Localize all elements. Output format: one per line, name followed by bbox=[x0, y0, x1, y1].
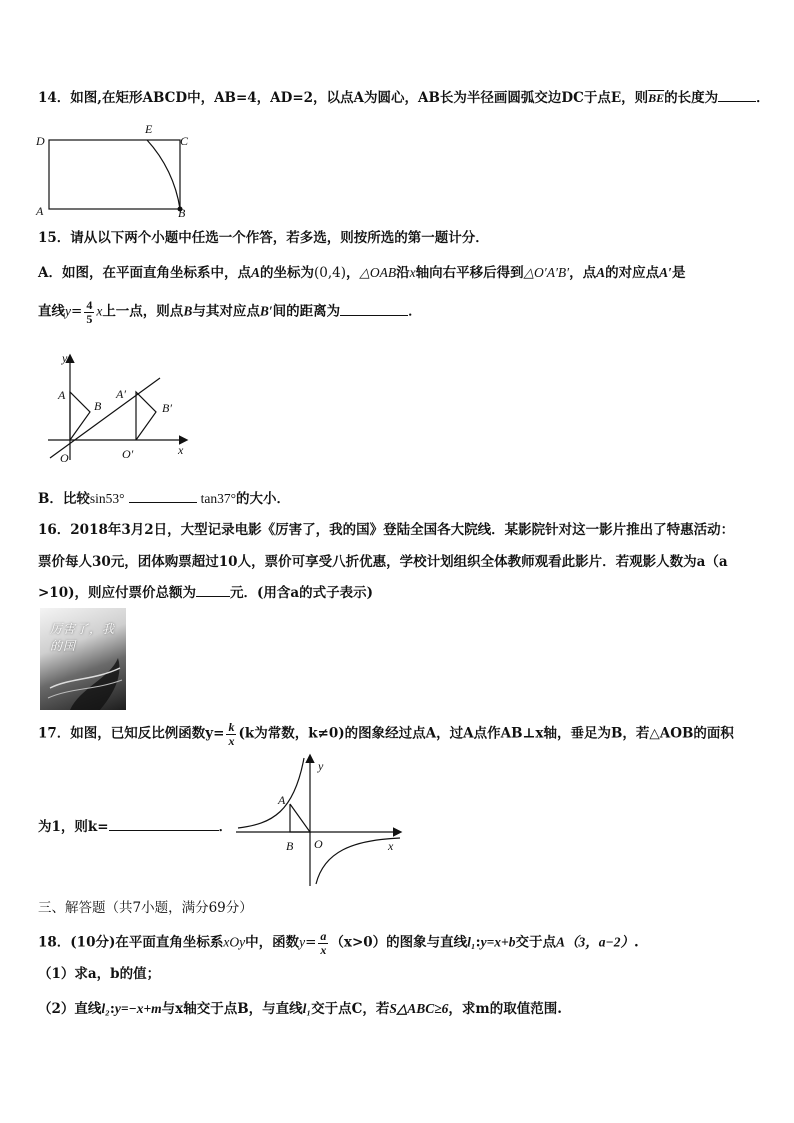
q14-stem bbox=[38, 89, 770, 106]
q15a-point-a2: A bbox=[596, 265, 606, 280]
q15b-sin: sin53° bbox=[89, 491, 125, 506]
q18-eq: = bbox=[305, 934, 317, 951]
q17-den: x bbox=[228, 733, 235, 748]
q17-t2: (k为常数，k≠0)的图象经过点A，过A点作AB⊥x轴，垂足为B，若△AOB的面积 bbox=[238, 725, 734, 742]
q14-end: ． bbox=[756, 90, 770, 106]
q17-figure bbox=[232, 752, 404, 894]
q15a-point-a: A bbox=[250, 265, 260, 280]
q15-intro: 15．请从以下两个小题中任选一个作答，若多选，则按所选的第一题计分． bbox=[38, 230, 489, 246]
q15a-x2: x bbox=[96, 303, 103, 319]
q15a-t4: 沿 bbox=[396, 265, 410, 281]
q17-t1: 17．如图，已知反比例函数y= bbox=[38, 725, 225, 742]
q15a-fig-a2: A′ bbox=[116, 387, 126, 401]
q18-line-eq: y=x+b bbox=[480, 934, 516, 950]
q15a-t9: 直线 bbox=[38, 303, 65, 320]
q18-t10: 交于点C，若 bbox=[311, 1001, 390, 1017]
q18-t8: : bbox=[109, 1001, 115, 1017]
q15a-t3: ， bbox=[346, 265, 360, 281]
q18-t11: ，求m的取值范围. bbox=[448, 1001, 562, 1017]
q15b-line bbox=[38, 490, 290, 507]
q15a-y: y bbox=[65, 303, 71, 319]
q14-tail: 的长度为 bbox=[664, 90, 719, 106]
q15a-t1: A．如图，在平面直角坐标系中，点 bbox=[38, 265, 251, 281]
q17-answer-blank[interactable] bbox=[109, 818, 219, 831]
q16-line3 bbox=[38, 584, 373, 601]
q15a-den: 5 bbox=[86, 311, 93, 326]
q15a-line2 bbox=[38, 299, 422, 325]
q16-line2: 票价每人30元，团体购票超过10人，票价可享受八折优惠，学校计划组织全体教师观看此影片．若观影人数为a（a bbox=[38, 554, 728, 570]
q18-den: x bbox=[320, 942, 327, 957]
q17-fig-x: x bbox=[388, 839, 394, 853]
q16-answer-blank[interactable] bbox=[196, 584, 230, 597]
q18-t4: : bbox=[475, 934, 481, 951]
q17-fig-a: A bbox=[278, 793, 286, 807]
q18-xoy: xOy bbox=[223, 934, 246, 950]
q17-fraction bbox=[226, 721, 236, 747]
q18-point: A（3，a−2） bbox=[556, 934, 634, 950]
q14-label-d: D bbox=[36, 134, 45, 148]
q17-line1 bbox=[38, 721, 734, 747]
q18-t2: 中，函数 bbox=[245, 934, 300, 951]
q15a-fig-o2: O′ bbox=[122, 447, 134, 461]
q17-fig-o: O bbox=[314, 837, 323, 851]
q18-t3: （x>0）的图象与直线 bbox=[330, 934, 468, 951]
q15a-fig-a: A bbox=[58, 388, 66, 402]
q18-t7: （2）直线 bbox=[38, 1001, 102, 1017]
q15a-point-b: B bbox=[183, 303, 193, 319]
q15a-t11: 与其对应点 bbox=[192, 303, 260, 320]
q14-label-a: A bbox=[36, 204, 44, 218]
q15a-eq: = bbox=[71, 303, 83, 320]
q15a-t6: ，点 bbox=[569, 265, 597, 281]
q14-label-c: C bbox=[180, 134, 189, 148]
q18-area: S△ABC≥6 bbox=[389, 1001, 449, 1016]
q15b-tan: tan37° bbox=[200, 491, 236, 506]
q15a-t7: 的对应点 bbox=[605, 265, 660, 281]
q15a-point-b2: B′ bbox=[259, 303, 273, 319]
q15a-fig-x: x bbox=[178, 443, 184, 457]
q14-label-b: B bbox=[178, 206, 186, 220]
q18-num: a bbox=[320, 929, 327, 943]
q17-fig-b: B bbox=[286, 839, 294, 853]
q18-t9: 与x轴交于点B，与直线 bbox=[161, 1001, 303, 1017]
poster-title: 厉害了，我的国 bbox=[50, 622, 116, 653]
q17-t3: 为1，则k= bbox=[38, 819, 109, 835]
q15b-answer-blank[interactable] bbox=[129, 490, 197, 503]
q18-line1 bbox=[38, 930, 639, 956]
q15a-t10: 上一点，则点 bbox=[102, 303, 184, 320]
q17-t4: ． bbox=[218, 819, 233, 835]
q14-answer-blank[interactable] bbox=[718, 89, 756, 102]
q17-fig-y: y bbox=[318, 759, 324, 773]
q15a-point-a3: A′ bbox=[659, 265, 672, 280]
q15b-t2: 的大小． bbox=[235, 491, 290, 507]
q18-fraction bbox=[318, 930, 328, 956]
q15a-t8: 是 bbox=[671, 265, 686, 281]
q14-text: 14．如图,在矩形ABCD中，AB=4，AD=2，以点A为圆心，AB长为半径画圆弧交边DC于点E，则 bbox=[38, 90, 649, 106]
q18-part1: （1）求a，b的值； bbox=[38, 966, 161, 982]
q15a-answer-blank[interactable] bbox=[340, 303, 408, 316]
q15a-fig-b2: B′ bbox=[162, 401, 172, 415]
q15a-x: x bbox=[409, 265, 416, 280]
q18-y: y bbox=[299, 934, 306, 950]
q16-t1: >10)，则应付票价总额为 bbox=[38, 585, 196, 601]
q15a-coord: (0,4) bbox=[314, 265, 347, 281]
q14-label-e: E bbox=[145, 122, 153, 136]
q15a-fig-b: B bbox=[94, 399, 102, 413]
q15a-t5: 轴向右平移后得到 bbox=[415, 265, 524, 281]
section-3-heading: 三、解答题（共7小题，满分69分） bbox=[38, 900, 253, 916]
q15a-t12: 间的距离为 bbox=[272, 303, 341, 320]
q15b-t1: B．比较 bbox=[38, 491, 90, 507]
q18-t5: 交于点 bbox=[515, 934, 557, 951]
q15a-fraction bbox=[84, 299, 94, 325]
q15a-fig-o: O bbox=[60, 451, 69, 465]
q15a-t2: 的坐标为 bbox=[260, 265, 314, 281]
q15a-triangle2: △O′A′B′ bbox=[523, 265, 570, 280]
q15a-end: ． bbox=[408, 303, 422, 320]
q16-line1: 16．2018年3月2日，大型记录电影《厉害了，我的国》登陆全国各大院线．某影院针对这一影片推出了特惠活动： bbox=[38, 522, 735, 538]
q18-t1: 18．(10分)在平面直角坐标系 bbox=[38, 934, 224, 951]
q18-part2 bbox=[38, 1001, 562, 1017]
q18-t6: . bbox=[633, 934, 639, 951]
q15a-num: 4 bbox=[86, 298, 93, 312]
q15a-fig-y: y bbox=[62, 351, 68, 365]
q15a-line1 bbox=[38, 265, 685, 281]
q16-t2: 元．(用含a的式子表示) bbox=[230, 585, 374, 601]
q14-arc-label: $\overline{BE}$ bbox=[648, 91, 665, 105]
q17-line2 bbox=[38, 818, 232, 835]
q18-l2: l₂ bbox=[101, 1001, 110, 1016]
q18-line2-eq: y=−x+m bbox=[114, 1001, 162, 1016]
q18-l1b: l₁ bbox=[302, 1001, 312, 1016]
q15a-triangle: △OAB bbox=[359, 265, 397, 280]
q18-l1: l₁ bbox=[467, 934, 476, 950]
movie-poster-image bbox=[40, 608, 126, 710]
q14-figure bbox=[34, 118, 194, 224]
q15a-figure bbox=[44, 350, 194, 469]
q17-num: k bbox=[228, 720, 235, 734]
